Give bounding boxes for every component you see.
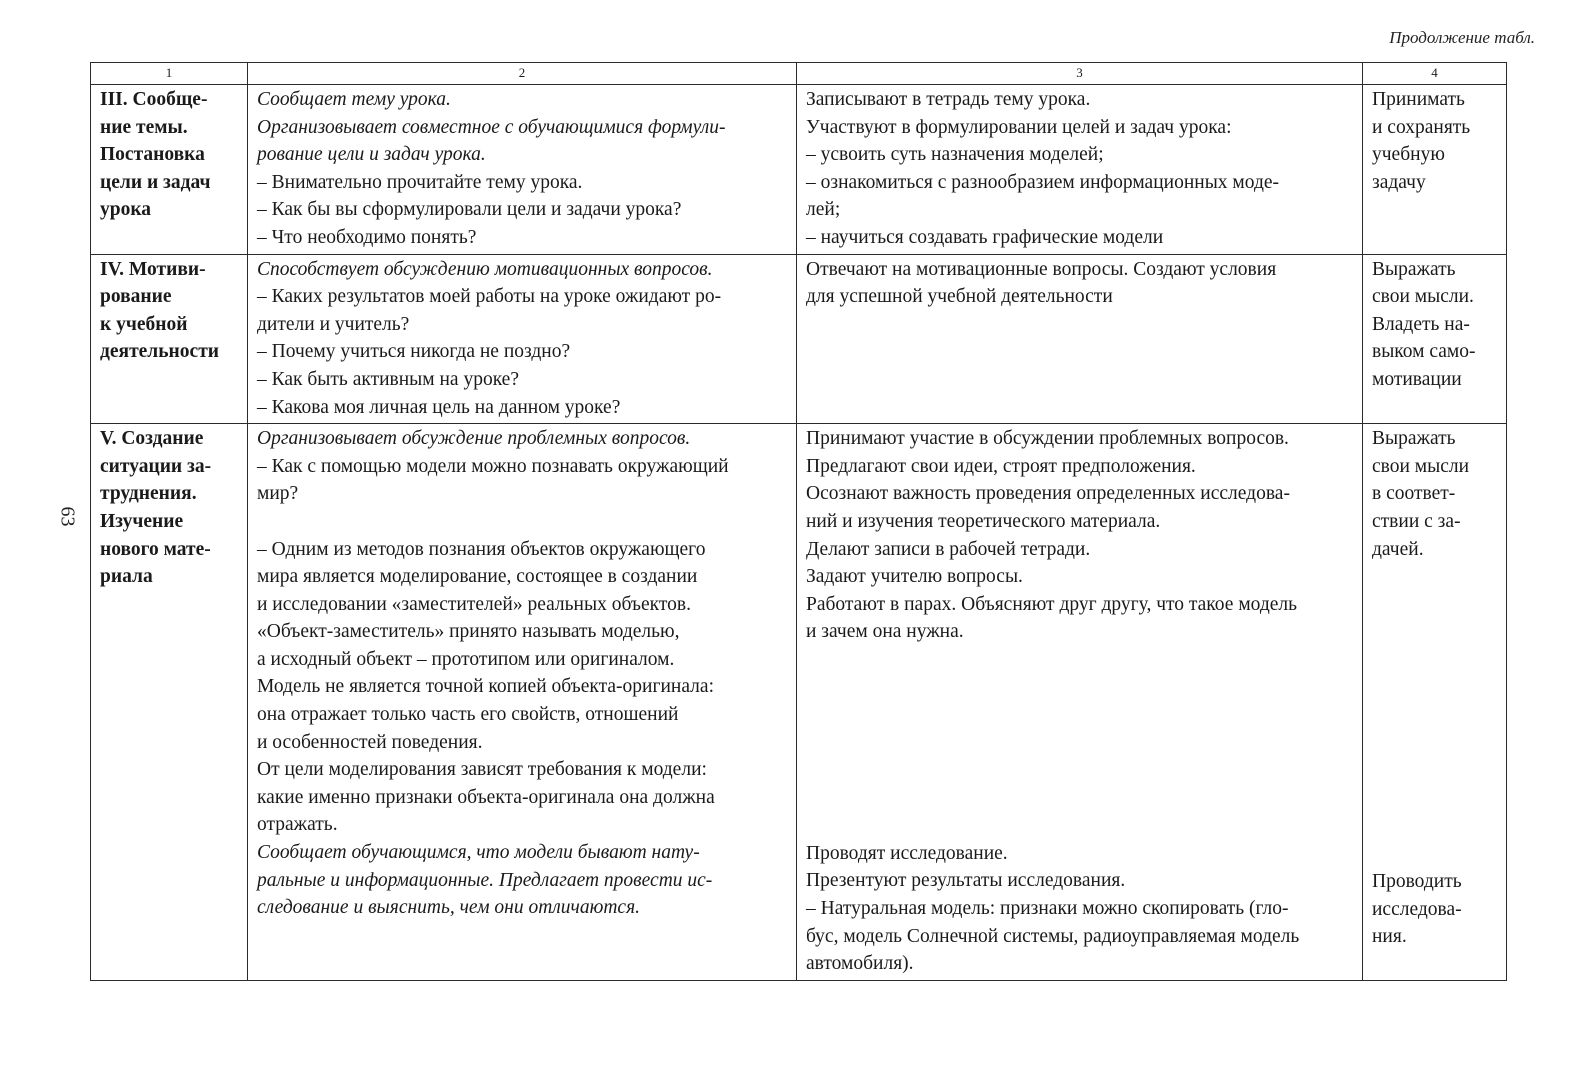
- column-number: 4: [1363, 63, 1507, 85]
- student-line: – усвоить суть назначения моделей;: [806, 144, 1104, 166]
- teacher-line: и исследовании «заместителей» реальных объектов.: [257, 593, 691, 615]
- teacher-line: а исходный объект – прототипом или оригиналом.: [257, 648, 675, 670]
- student-line: Делают записи в рабочей тетради.: [806, 538, 1091, 560]
- uud-line: Проводить: [1372, 871, 1462, 893]
- lesson-plan-table: [90, 62, 1507, 981]
- uud-line: Выражать: [1372, 258, 1456, 280]
- teacher-line: мира является моделирование, состоящее в создании: [257, 566, 698, 588]
- student-line: Презентуют результаты исследования.: [806, 870, 1126, 892]
- table-row: [91, 424, 1507, 981]
- student-line: Предлагают свои идеи, строят предположения.: [806, 455, 1196, 477]
- teacher-line: – Каких результатов моей работы на уроке ожидают ро-: [257, 286, 722, 308]
- student-line: Работают в парах. Объясняют друг другу, что такое модель: [806, 593, 1298, 615]
- teacher-line: Сообщает обучающимся, что модели бывают нату-: [257, 842, 700, 864]
- student-line: Записывают в тетрадь тему урока.: [806, 89, 1091, 110]
- blank-line: [257, 508, 787, 536]
- stage-line: риала: [100, 566, 153, 588]
- uud-line: выком само-: [1372, 341, 1476, 363]
- student-line: Участвуют в формулировании целей и задач урока:: [806, 116, 1232, 138]
- column-number: 3: [797, 63, 1363, 85]
- stage-cell: [91, 424, 248, 981]
- uud-line: исследова-: [1372, 898, 1462, 920]
- student-activity-cell: [797, 424, 1363, 981]
- table-row: [91, 85, 1507, 255]
- teacher-activity-cell: [248, 424, 797, 981]
- teacher-line: – Как с помощью модели можно познавать окружающий: [257, 455, 729, 477]
- student-activity-cell: [797, 254, 1363, 424]
- teacher-line: – Что необходимо понять?: [257, 226, 477, 248]
- student-line: автомобиля).: [806, 953, 914, 975]
- teacher-line: – Почему учиться никогда не поздно?: [257, 341, 571, 363]
- student-line: Принимают участие в обсуждении проблемных вопросов.: [806, 428, 1289, 450]
- stage-line: деятельности: [100, 341, 220, 363]
- uud-line: Владеть на-: [1372, 313, 1470, 335]
- teacher-line: рование цели и задач урока.: [257, 144, 486, 166]
- stage-line: IV. Мотиви-: [100, 258, 206, 280]
- stage-line: к учебной: [100, 313, 188, 335]
- teacher-line: Модель не является точной копией объекта-оригинала:: [257, 676, 714, 698]
- student-line: для успешной учебной деятельности: [806, 286, 1113, 308]
- teacher-line: следование и выяснить, чем они отличаются.: [257, 897, 641, 919]
- stage-cell: [91, 85, 248, 255]
- student-line: Осознают важность проведения определенных исследова-: [806, 483, 1290, 505]
- stage-line: Изучение: [100, 510, 184, 532]
- uud-line: ствии с за-: [1372, 510, 1461, 532]
- teacher-line: От цели моделирования зависят требования к модели:: [257, 759, 707, 781]
- student-line: бус, модель Солнечной системы, радиоуправляемая модель: [806, 925, 1300, 947]
- teacher-line: – Одним из методов познания объектов окружающего: [257, 538, 706, 560]
- column-number: 1: [91, 63, 248, 85]
- student-activity-cell: [797, 85, 1363, 255]
- column-number: 2: [248, 63, 797, 85]
- stage-cell: [91, 254, 248, 424]
- teacher-line: дители и учитель?: [257, 313, 410, 335]
- teacher-line: Сообщает тему урока.: [257, 89, 451, 110]
- uud-cell: [1363, 85, 1507, 255]
- uud-line: Принимать: [1372, 89, 1465, 110]
- uud-line: мотивации: [1372, 368, 1462, 390]
- student-line: – Натуральная модель: признаки можно скопировать (гло-: [806, 898, 1289, 920]
- student-line: Проводят исследование.: [806, 842, 1008, 864]
- student-research-block: [806, 840, 1353, 978]
- teacher-line: она отражает только часть его свойств, отношений: [257, 704, 679, 726]
- teacher-line: какие именно признаки объекта-оригинала она должна: [257, 786, 715, 808]
- uud-cell: [1363, 424, 1507, 981]
- uud-line: дачей.: [1372, 538, 1424, 560]
- student-line: ний и изучения теоретического материала.: [806, 510, 1161, 532]
- uud-line: задачу: [1372, 171, 1426, 193]
- uud-line: и сохранять: [1372, 116, 1471, 138]
- stage-line: нового мате-: [100, 538, 211, 560]
- teacher-line: – Как бы вы сформулировали цели и задачи урока?: [257, 199, 682, 221]
- teacher-line: Организовывает совместное с обучающимися формули-: [257, 116, 726, 138]
- uud-line: Выражать: [1372, 428, 1456, 450]
- table-row: [91, 254, 1507, 424]
- uud-line: в соответ-: [1372, 483, 1456, 505]
- teacher-line: – Как быть активным на уроке?: [257, 368, 519, 390]
- stage-line: ние темы.: [100, 116, 188, 138]
- teacher-line: отражать.: [257, 814, 338, 836]
- student-line: Отвечают на мотивационные вопросы. Создают условия: [806, 258, 1277, 280]
- stage-line: рование: [100, 286, 172, 308]
- stage-line: ситуации за-: [100, 455, 212, 477]
- teacher-line: Способствует обсуждению мотивационных вопросов.: [257, 258, 713, 280]
- stage-line: Постановка: [100, 144, 205, 166]
- uud-research-block: [1372, 868, 1497, 951]
- student-line: – научиться создавать графические модели: [806, 226, 1164, 248]
- student-line: и зачем она нужна.: [806, 621, 964, 643]
- page-number: 63: [56, 506, 79, 527]
- teacher-line: Организовывает обсуждение проблемных вопросов.: [257, 428, 691, 450]
- teacher-line: ральные и информационные. Предлагает провести ис-: [257, 869, 713, 891]
- teacher-line: мир?: [257, 483, 299, 505]
- teacher-activity-cell: [248, 254, 797, 424]
- teacher-line: – Какова моя личная цель на данном уроке?: [257, 396, 621, 418]
- stage-line: труднения.: [100, 483, 197, 505]
- uud-line: свои мысли.: [1372, 286, 1474, 308]
- stage-line: урока: [100, 199, 152, 221]
- teacher-line: – Внимательно прочитайте тему урока.: [257, 171, 583, 193]
- uud-cell: [1363, 254, 1507, 424]
- stage-line: V. Создание: [100, 428, 204, 450]
- uud-line: ния.: [1372, 926, 1407, 948]
- student-line: Задают учителю вопросы.: [806, 566, 1023, 588]
- teacher-line: «Объект-заместитель» принято называть моделью,: [257, 621, 680, 643]
- uud-line: учебную: [1372, 144, 1445, 166]
- column-number-row: [91, 63, 1507, 85]
- stage-line: III. Сообще-: [100, 89, 208, 110]
- continuation-label: Продолжение табл.: [1389, 28, 1535, 47]
- uud-line: свои мысли: [1372, 455, 1470, 477]
- student-line: лей;: [806, 199, 841, 221]
- teacher-activity-cell: [248, 85, 797, 255]
- stage-line: цели и задач: [100, 171, 211, 193]
- teacher-line: и особенностей поведения.: [257, 731, 483, 753]
- student-line: – ознакомиться с разнообразием информационных моде-: [806, 171, 1280, 193]
